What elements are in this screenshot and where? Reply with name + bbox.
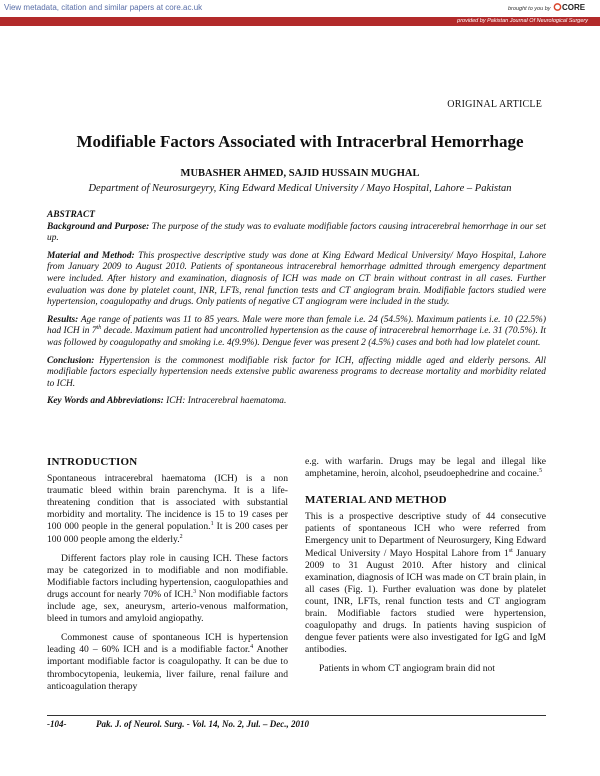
citation-5: 5 — [539, 467, 543, 474]
left-column — [47, 456, 288, 700]
affiliation: Department of Neurosurgeyry, King Edward Medical University / Mayo Hospital, Lahore – Pakistan — [88, 183, 512, 194]
abstract-results — [47, 315, 546, 350]
results-sup: th — [96, 325, 102, 332]
method-paragraph-2: Patients in whom CT angiogram brain did not — [319, 663, 495, 675]
keywords-text: ICH: Intracerebral haematoma. — [166, 396, 287, 407]
method-p1-sup: st — [508, 547, 513, 554]
intro-paragraph-1 — [47, 473, 288, 546]
citation-4: 4 — [250, 644, 254, 651]
intro-continuation — [305, 456, 546, 480]
intro-p2-text-a: Different factors play role in causing ICH. These factors may be categorized in to modifiable and non modifiable. Modifiable factors including hypertension, caogulopathies and drugs account for nearly 70% of ICH. — [47, 552, 288, 600]
abstract — [47, 210, 546, 414]
intro-p1-text-a: Spontaneous intracerebral haematoma (ICH) is a non traumatic bleed within brain parenchyma. It is a life-threatening condition that is associated with substantial morbidity and mortality. The incidence is 15 to 19 cases per 100 000 people in the general population. — [47, 473, 288, 533]
core-logo[interactable]: CORE — [562, 3, 586, 12]
abstract-conclusion — [47, 356, 546, 391]
results-text-b: decade. Maximum patient had uncontrolled hypertension as the cause of intracerebral hemorrhage i.e. 31 (70.5%). It was followed by coagulopathy and smoking i.e. 4(9.9%). Dengue fever was present 2 (4.5%) cases and both had low platelet count. — [47, 326, 546, 348]
intro-p2-text-b: Non modifiable factors include age, sex, aneurysm, arterio-venous malformation, bleed in tumors and amyloid angiopathy. — [47, 588, 288, 625]
background-text: The purpose of the study was to evaluate modifiable factors causing intracerebral hemorrhage in our set up. — [47, 221, 546, 244]
abstract-methods — [47, 251, 546, 309]
method-paragraph-1 — [305, 511, 546, 656]
footer-rule — [47, 715, 546, 716]
right-column — [305, 456, 546, 683]
citation-3: 3 — [193, 588, 197, 595]
keywords-label: Key Words and Abbreviations: — [47, 396, 164, 407]
intro-paragraph-3 — [47, 632, 288, 692]
intro-p3-text-b: Another important modifiable factor is coagulopathy. It can be due to thrombocytopenia, leukemia, liver failure, renal failure and anticoagulation therapy — [47, 644, 288, 692]
intro-p1-text-b: It is 200 cases per 100 000 people among the elderly. — [47, 521, 288, 545]
conclusion-text: Hypertension is the commonest modifiable risk factor for ICH, affecting middle aged and elderly persons. All modifiable factors especially hypertension needs extensive public awareness programs to decrease mortality and morbidity related to ICH. — [47, 355, 547, 389]
brought-to-you-label: brought to you by — [508, 6, 551, 12]
intro-cont-text: e.g. with warfarin. Drugs may be legal and illegal like amphetamine, heroin, alcohol, pseudoephedrine and cocaine. — [305, 456, 546, 480]
material-method-heading: MATERIAL AND METHOD — [305, 494, 447, 507]
paper-title: Modifiable Factors Associated with Intracerbral Hemorrhage — [76, 132, 524, 151]
method-p1-text-a: This is a prospective descriptive study of 44 consecutive patients of spontaneous ICH who were referred from Emergency unit to Department of Neurosurgery, King Edward Medical University / Mayo Hospital Lahore from 1 — [305, 511, 546, 559]
intro-paragraph-2 — [47, 553, 288, 626]
authors: MUBASHER AHMED, SAJID HUSSAIN MUGHAL — [180, 168, 420, 179]
citation-1: 1 — [210, 521, 214, 528]
methods-text: This prospective descriptive study was done at King Edward Medical University/ Mayo Hospital, Lahore from January 2009 to August 2010. Patients of spontaneous intracerebral hemorrhage admitted through emergency department were included. After history and examination, diagnosis of ICH was made on CT brain without contrast in all cases. Further evaluation was done by platelet count, INR, LFTs, renal function tests and CT angiogram brain. Modifiable factors studied were hypertension, coagulopathy and drugs. Only patients of negative CT angiogram were included in the study. — [47, 250, 547, 308]
provided-by-text: provided by Pakistan Journal Of Neurological Surgery — [457, 18, 588, 24]
abstract-background — [47, 222, 546, 245]
introduction-heading: INTRODUCTION — [47, 456, 138, 468]
conclusion-label: Conclusion: — [47, 355, 95, 366]
method-p1-text-b: January 2009 to 31 August 2010. After history and clinical examination, diagnosis of ICH was made on CT brain plain, in all cases (Fig. 1). Further evaluation was done by platelet count, INR, LFTs, renal function tests and CT angiogram brain. Modifiable factors studied were hypertension, coagulopathy and drugs. In patients having suspicion of dengue fever patients were also investigated for IgG and IgM antibodies. — [305, 547, 546, 656]
results-label: Results: — [47, 314, 79, 325]
results-text-a: Age range of patients was 11 to 85 years. Male were more than female i.e. 24 (54.5%). Maximum patients i.e. 10 (22.5%) had ICH in 7 — [47, 314, 546, 337]
core-logo-icon — [553, 2, 562, 12]
view-metadata-link[interactable]: View metadata, citation and similar papers at core.ac.uk — [4, 3, 203, 12]
page-number: -104- — [47, 719, 67, 729]
abstract-keywords — [47, 396, 546, 408]
methods-label: Material and Method: — [47, 250, 135, 261]
intro-p3-text-a: Commonest cause of spontaneous ICH is hypertension leading 40 – 60% ICH and is a modifiable factor. — [47, 632, 288, 656]
abstract-heading: ABSTRACT — [47, 210, 95, 220]
provided-by-banner — [0, 17, 600, 26]
journal-citation: Pak. J. of Neurol. Surg. - Vol. 14, No. 2, Jul. – Dec., 2010 — [96, 719, 310, 729]
citation-2: 2 — [179, 533, 183, 540]
background-label: Background and Purpose: — [47, 221, 150, 232]
article-type: ORIGINAL ARTICLE — [447, 99, 542, 110]
